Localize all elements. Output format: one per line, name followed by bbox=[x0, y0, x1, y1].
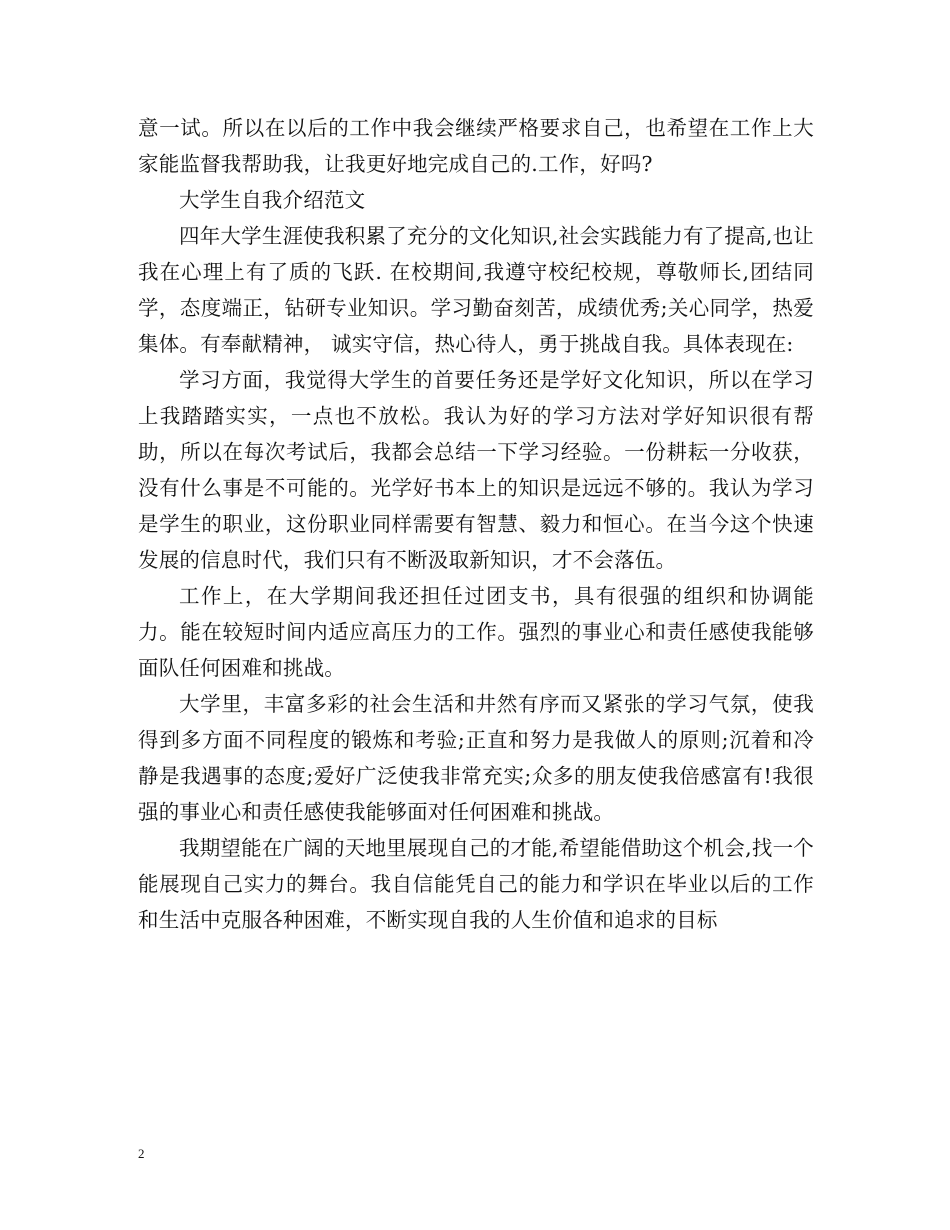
paragraph-intro: 四年大学生涯使我积累了充分的文化知识,社会实践能力有了提高,也让我在心理上有了质的飞跃. 在校期间,我遵守校纪校规，尊敬师长,团结同学，态度端正，钻研专业知识。学习勤奋刻苦，成绩优秀;关心同学，热爱集体。有奉献精神， 诚实守信，热心待人，勇于挑战自我。具体表现在: bbox=[138, 224, 814, 356]
page-number: 2 bbox=[138, 1146, 145, 1161]
paragraph-university-life: 大学里，丰富多彩的社会生活和井然有序而又紧张的学习气氛，使我得到多方面不同程度的锻炼和考验;正直和努力是我做人的原则;沉着和冷静是我遇事的态度;爱好广泛使我非常充实;众多的朋友使我倍感富有!我很强的事业心和责任感使我能够面对任何困难和挑战。 bbox=[138, 692, 814, 824]
section-heading: 大学生自我介绍范文 bbox=[179, 188, 366, 212]
document-body bbox=[138, 110, 814, 938]
paragraph-work: 工作上，在大学期间我还担任过团支书，具有很强的组织和协调能力。能在较短时间内适应高压力的工作。强烈的事业心和责任感使我能够面队任何困难和挑战。 bbox=[138, 584, 814, 680]
paragraph-study: 学习方面，我觉得大学生的首要任务还是学好文化知识，所以在学习上我踏踏实实，一点也不放松。我认为好的学习方法对学好知识很有帮助，所以在每次考试后，我都会总结一下学习经验。一份耕耘一分收获，没有什么事是不可能的。光学好书本上的知识是远远不够的。我认为学习是学生的职业，这份职业同样需要有智慧、毅力和恒心。在当今这个快速发展的信息时代，我们只有不断汲取新知识，才不会落伍。 bbox=[138, 368, 814, 572]
paragraph-continuation: 意一试。所以在以后的工作中我会继续严格要求自己，也希望在工作上大家能监督我帮助我，让我更好地完成自己的.工作，好吗? bbox=[138, 116, 814, 176]
paragraph-aspiration: 我期望能在广阔的天地里展现自己的才能,希望能借助这个机会,找一个能展现自己实力的舞台。我自信能凭自己的能力和学识在毕业以后的工作和生活中克服各种困难，不断实现自我的人生价值和追求的目标 bbox=[138, 836, 814, 932]
